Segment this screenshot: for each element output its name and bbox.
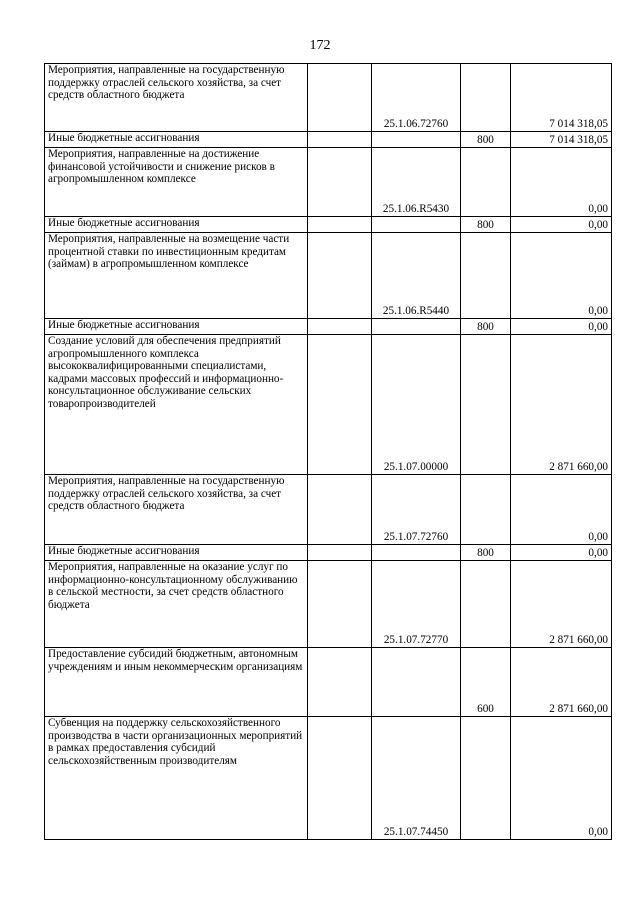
row-amount: 0,00: [511, 217, 612, 233]
table-row: [45, 233, 612, 319]
row-name: Субвенция на поддержку сельскохозяйственного производства в части организационных мероприятий в рамках предоставления субсидий сельскохозяйственным производителям: [45, 717, 308, 840]
row-amount: 0,00: [511, 717, 612, 840]
row-code: 25.1.06.R5440: [372, 233, 461, 319]
page-number: 172: [309, 38, 331, 53]
table-row: [45, 319, 612, 335]
row-name: Мероприятия, направленные на возмещение части процентной ставки по инвестиционным кредитам (займам) в агропромышленном комплексе: [45, 233, 308, 319]
table-row: [45, 335, 612, 475]
row-code: [372, 319, 461, 335]
row-type: 600: [461, 648, 511, 717]
row-empty-cell: [308, 648, 372, 717]
row-type: [461, 233, 511, 319]
row-name: Создание условий для обеспечения предприятий агропромышленного комплекса высококвалифицированными специалистами, кадрами массовых профессий и информационно-консультационное обслуживание сельских товаропроизводителей: [45, 335, 308, 475]
table-row: [45, 475, 612, 545]
row-name: Мероприятия, направленные на достижение финансовой устойчивости и снижение рисков в агропромышленном комплексе: [45, 148, 308, 217]
row-name: Мероприятия, направленные на оказание услуг по информационно-консультационному обслуживанию в сельской местности, за счет средств областного бюджета: [45, 561, 308, 648]
row-name: Иные бюджетные ассигнования: [45, 545, 308, 561]
row-type: [461, 148, 511, 217]
row-empty-cell: [308, 132, 372, 148]
row-code: [372, 648, 461, 717]
row-amount: 2 871 660,00: [511, 648, 612, 717]
row-amount: 0,00: [511, 319, 612, 335]
row-type: [461, 64, 511, 132]
budget-table: [44, 63, 612, 840]
table-row: [45, 132, 612, 148]
row-amount: 2 871 660,00: [511, 335, 612, 475]
row-code: [372, 217, 461, 233]
row-empty-cell: [308, 64, 372, 132]
row-code: 25.1.07.72760: [372, 475, 461, 545]
row-code: [372, 132, 461, 148]
row-amount: 7 014 318,05: [511, 64, 612, 132]
row-empty-cell: [308, 717, 372, 840]
row-code: 25.1.07.74450: [372, 717, 461, 840]
row-name: Иные бюджетные ассигнования: [45, 217, 308, 233]
table-row: [45, 717, 612, 840]
row-amount: 2 871 660,00: [511, 561, 612, 648]
row-type: 800: [461, 545, 511, 561]
row-empty-cell: [308, 561, 372, 648]
row-amount: 0,00: [511, 148, 612, 217]
table-row: [45, 561, 612, 648]
row-code: 25.1.06.R5430: [372, 148, 461, 217]
table-row: [45, 217, 612, 233]
row-name: Иные бюджетные ассигнования: [45, 132, 308, 148]
row-type: [461, 717, 511, 840]
row-amount: 7 014 318,05: [511, 132, 612, 148]
row-name: Иные бюджетные ассигнования: [45, 319, 308, 335]
row-name: Мероприятия, направленные на государственную поддержку отраслей сельского хозяйства, за счет средств областного бюджета: [45, 64, 308, 132]
row-empty-cell: [308, 335, 372, 475]
row-empty-cell: [308, 319, 372, 335]
row-type: [461, 561, 511, 648]
row-empty-cell: [308, 475, 372, 545]
row-type: 800: [461, 319, 511, 335]
row-amount: 0,00: [511, 233, 612, 319]
row-type: [461, 335, 511, 475]
row-name: Предоставление субсидий бюджетным, автономным учреждениям и иным некоммерческим организациям: [45, 648, 308, 717]
table-row: [45, 148, 612, 217]
row-empty-cell: [308, 148, 372, 217]
row-amount: 0,00: [511, 475, 612, 545]
row-amount: 0,00: [511, 545, 612, 561]
row-type: 800: [461, 132, 511, 148]
row-type: 800: [461, 217, 511, 233]
row-empty-cell: [308, 217, 372, 233]
table-row: [45, 545, 612, 561]
table-row: [45, 648, 612, 717]
row-empty-cell: [308, 545, 372, 561]
row-code: 25.1.07.00000: [372, 335, 461, 475]
row-code: [372, 545, 461, 561]
row-name: Мероприятия, направленные на государственную поддержку отраслей сельского хозяйства, за счет средств областного бюджета: [45, 475, 308, 545]
row-type: [461, 475, 511, 545]
row-code: 25.1.06.72760: [372, 64, 461, 132]
row-code: 25.1.07.72770: [372, 561, 461, 648]
table-row: [45, 64, 612, 132]
row-empty-cell: [308, 233, 372, 319]
